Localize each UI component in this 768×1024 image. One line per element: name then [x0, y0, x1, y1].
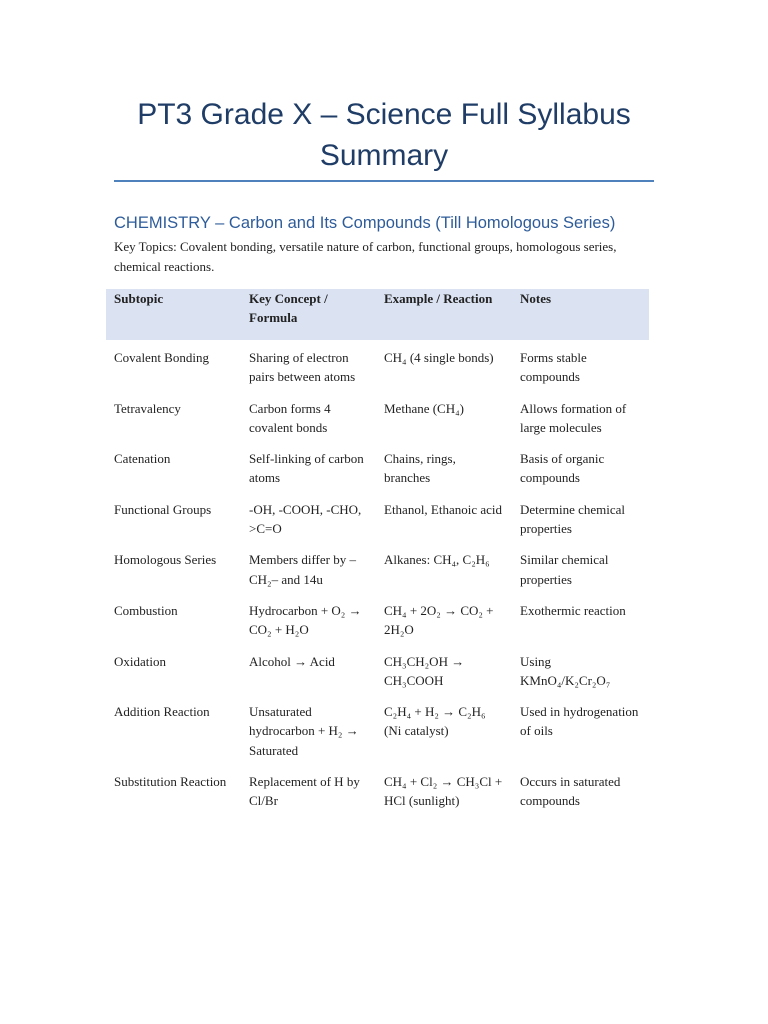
cell-key-concept: Alcohol → Acid: [249, 653, 335, 669]
table-row: [106, 449, 649, 500]
cell-subtopic: Substitution Reaction: [114, 774, 227, 790]
cell-key-concept: Members differ by –CH₂– and 14u: [249, 552, 356, 587]
cell-notes: Used in hydrogenation of oils: [520, 704, 639, 739]
cell-subtopic: Covalent Bonding: [114, 350, 209, 365]
header-subtopic: Subtopic: [114, 291, 164, 306]
table-row: [106, 702, 649, 772]
cell-subtopic: Oxidation: [114, 653, 166, 669]
table-row: [106, 399, 649, 450]
cell-key-concept: Hydrocarbon + O₂ → CO₂ + H₂O: [249, 602, 362, 638]
key-topics-paragraph: Key Topics: Covalent bonding, versatile nature of carbon, functional groups, homologous series, chemical reactions.: [114, 239, 617, 274]
cell-notes: Basis of organic compounds: [520, 451, 605, 486]
cell-notes: Exothermic reaction: [520, 602, 626, 618]
cell-notes: Similar chemical properties: [520, 552, 609, 587]
header-key-concept: Key Concept / Formula: [249, 291, 328, 326]
header-example: Example / Reaction: [384, 291, 493, 306]
cell-subtopic: Catenation: [114, 451, 171, 467]
cell-key-concept: Carbon forms 4 covalent bonds: [249, 400, 331, 435]
table-row: [106, 652, 649, 703]
syllabus-table: [106, 289, 649, 823]
cell-notes: Occurs in saturated compounds: [520, 774, 621, 809]
document-title: PT3 Grade X – Science Full Syllabus Summary: [137, 98, 631, 172]
cell-subtopic: Tetravalency: [114, 400, 181, 416]
table-header-row: [106, 289, 649, 340]
table-row: [106, 772, 649, 823]
cell-example: Alkanes: CH₄, C₂H₆: [384, 552, 490, 568]
cell-subtopic: Functional Groups: [114, 501, 212, 517]
cell-example: CH₄ (4 single bonds): [384, 350, 494, 365]
cell-key-concept: Self-linking of carbon atoms: [249, 451, 364, 486]
table-row: [106, 348, 649, 399]
cell-subtopic: Homologous Series: [114, 552, 217, 568]
section-heading: CHEMISTRY – Carbon and Its Compounds (Till Homologous Series): [114, 214, 616, 232]
table-body: [106, 340, 649, 823]
table-row: [106, 500, 649, 551]
cell-example: Chains, rings, branches: [384, 451, 456, 486]
cell-notes: Forms stable compounds: [520, 350, 587, 385]
cell-example: Methane (CH₄): [384, 400, 464, 416]
table-row: [106, 550, 649, 601]
table-row: [106, 601, 649, 652]
cell-example: CH₄ + Cl₂ → CH₃Cl + HCl (sunlight): [384, 774, 503, 809]
cell-subtopic: Addition Reaction: [114, 704, 210, 720]
cell-notes: Using KMnO₄/K₂Cr₂O₇: [520, 653, 611, 688]
cell-example: C₂H₄ + H₂ → C₂H₆ (Ni catalyst): [384, 704, 486, 739]
cell-example: CH₃CH₂OH → CH₃COOH: [384, 653, 465, 688]
cell-notes: Determine chemical properties: [520, 501, 626, 537]
title-underline: [114, 180, 654, 182]
cell-notes: Allows formation of large molecules: [520, 400, 627, 435]
cell-key-concept: Sharing of electron pairs between atoms: [249, 350, 356, 385]
header-notes: Notes: [520, 291, 552, 306]
cell-example: CH₄ + 2O₂ → CO₂ + 2H₂O: [384, 602, 494, 638]
cell-key-concept: Unsaturated hydrocarbon + H₂ → Saturated: [249, 704, 359, 758]
cell-key-concept: -OH, -COOH, -CHO, >C=O: [249, 501, 362, 537]
cell-example: Ethanol, Ethanoic acid: [384, 501, 503, 517]
cell-subtopic: Combustion: [114, 602, 178, 618]
cell-key-concept: Replacement of H by Cl/Br: [249, 774, 360, 809]
